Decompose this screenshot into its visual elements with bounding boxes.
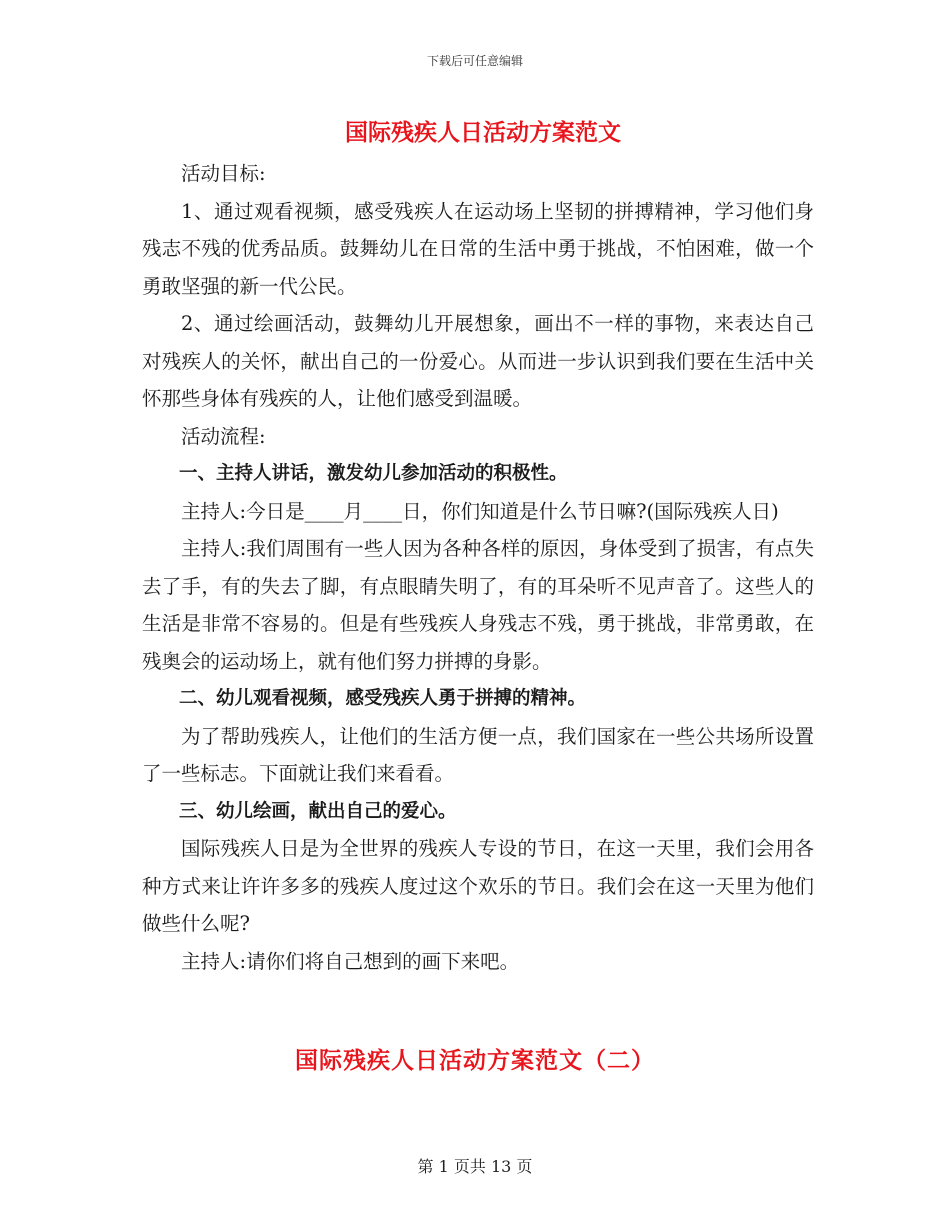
paragraph-goal-2: 2、通过绘画活动，鼓舞幼儿开展想象，画出不一样的事物，来表达自己对残疾人的关怀，献出自己的一份爱心。从而进一步认识到我们要在生活中关怀那些身体有残疾的人，让他们感受到温暖。 (142, 312, 814, 410)
paragraph-disability-day: 国际残疾人日是为全世界的残疾人专设的节日，在这一天里，我们会用各种方式来让许许多多的残疾人度过这个欢乐的节日。我们会在这一天里为他们做些什么呢? (142, 837, 814, 935)
paragraph-activity-goals-label: 活动目标: (181, 162, 266, 185)
next-document-title: 国际残疾人日活动方案范文（二） (295, 1048, 655, 1074)
section-heading-1: 一、主持人讲话，激发幼儿参加活动的积极性。 (179, 463, 568, 484)
paragraph-host-closing: 主持人:请你们将自己想到的画下来吧。 (181, 949, 520, 973)
paragraph-public-signs: 为了帮助残疾人，让他们的生活方便一点，我们国家在一些公共场所设置了一些标志。下面就让我们来看看。 (142, 724, 814, 785)
section-heading-3: 三、幼儿绘画，献出自己的爱心。 (179, 800, 457, 822)
document-body (142, 155, 814, 980)
page-number-footer: 第 1 页共 13 页 (417, 1157, 533, 1176)
document-title: 国际残疾人日活动方案范文 (345, 120, 621, 146)
page-header-note: 下载后可任意编辑 (426, 54, 523, 68)
section-heading-2: 二、幼儿观看视频，感受残疾人勇于拼搏的精神。 (179, 688, 587, 709)
paragraph-activity-flow-label: 活动流程: (181, 424, 266, 448)
paragraph-host-intro: 主持人:今日是____月____日，你们知道是什么节日嘛?(国际残疾人日) (181, 499, 779, 523)
paragraph-host-speech: 主持人:我们周围有一些人因为各种各样的原因，身体受到了损害，有点失去了手，有的失去了脚，有点眼睛失明了，有的耳朵听不见声音了。这些人的生活是非常不容易的。但是有些残疾人身残志不残，勇于挑战，非常勇敢，在残奥会的运动场上，就有他们努力拼搏的身影。 (142, 537, 814, 673)
paragraph-goal-1: 1、通过观看视频，感受残疾人在运动场上坚韧的拼搏精神，学习他们身残志不残的优秀品质。鼓舞幼儿在日常的生活中勇于挑战，不怕困难，做一个勇敢坚强的新一代公民。 (142, 199, 814, 298)
